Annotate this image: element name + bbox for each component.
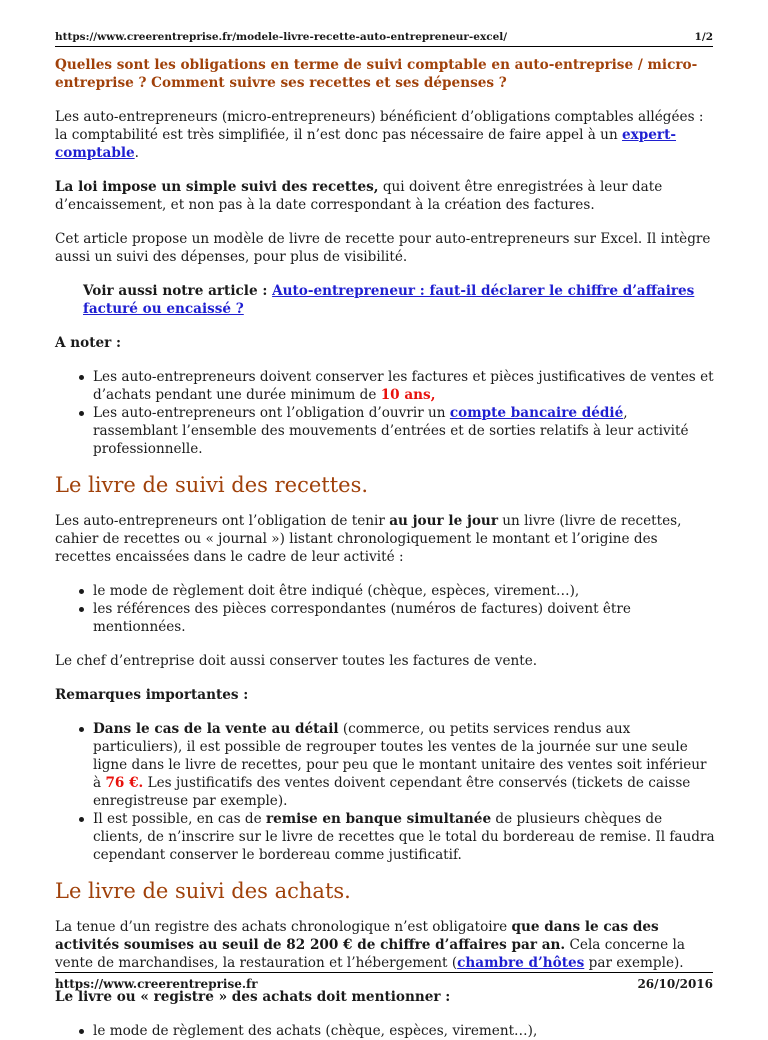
footer-site: https://www.creerentreprise.fr bbox=[55, 977, 258, 991]
list-item: Dans le cas de la vente au détail (commerce, ou petits services rendus aux particuliers), il est possible de regrouper toutes les ventes de la journée sur une seule ligne dans le livre de recettes, pour peu que le montant unitaire des ventes soit inférieur à 76 €. Les justificatifs des ventes doivent cependant être conservés (tickets de caisse enregistreuse par exemple). bbox=[93, 720, 715, 810]
intro-p2-text: qui doivent être enregistrées à leur date d’encaissement, et non pas à la date correspondant à la création des factures. bbox=[55, 179, 663, 213]
intro-question: Quelles sont les obligations en terme de suivi comptable en auto-entreprise / micro-entreprise ? Comment suivre ses recettes et ses dépenses ? bbox=[55, 57, 698, 91]
achats-list bbox=[55, 1022, 715, 1040]
intro-paragraph-1 bbox=[55, 108, 715, 162]
recettes-paragraph-2: Le chef d’entreprise doit aussi conserver toutes les factures de vente. bbox=[55, 653, 538, 669]
intro-paragraph-2 bbox=[55, 178, 715, 214]
achats-paragraph-1: La tenue d’un registre des achats chronologique n’est obligatoire que dans le cas des activités soumises au seuil de 82 200 € de chiffre d’affaires par an. Cela concerne la vente de marchandises, la restauration et l’hébergement (chambre d’hôtes par exemple). bbox=[55, 919, 685, 971]
list-item: Il est possible, en cas de remise en banque simultanée de plusieurs chèques de clients, de n’inscrire sur le livre de recettes que le total du bordereau de remise. Il faudra cependant conserver le bordereau comme justificatif. bbox=[93, 811, 715, 863]
list-item: le mode de règlement doit être indiqué (chèque, espèces, virement…), bbox=[93, 582, 715, 600]
list-item: les références des pièces correspondantes (numéros de factures) doivent être mentionnées. bbox=[93, 600, 715, 636]
see-also bbox=[55, 282, 715, 318]
compte-bancaire-link[interactable]: compte bancaire dédié bbox=[449, 405, 624, 421]
page-header bbox=[55, 31, 713, 43]
intro-p1-text: Les auto-entrepreneurs (micro-entrepreneurs) bénéficient d’obligations comptables allégées : la comptabilité est très simplifiée, il n’est donc pas nécessaire de faire appel à un bbox=[55, 109, 704, 143]
page-footer bbox=[55, 977, 713, 991]
au-jour-le-jour: au jour le jour bbox=[389, 513, 498, 529]
footer-divider bbox=[55, 972, 713, 973]
list-item: le mode de règlement des achats (chèque, espèces, virement…), bbox=[93, 1022, 715, 1040]
intro-paragraph-3: Cet article propose un modèle de livre de recette pour auto-entrepreneurs sur Excel. Il intègre aussi un suivi des dépenses, pour plus de visibilité. bbox=[55, 231, 711, 265]
section-heading-achats: Le livre de suivi des achats. bbox=[55, 879, 351, 903]
section-heading-recettes: Le livre de suivi des recettes. bbox=[55, 473, 369, 497]
note-list bbox=[55, 368, 715, 458]
header-url: https://www.creerentreprise.fr/modele-livre-recette-auto-entrepreneur-excel/ bbox=[55, 31, 508, 43]
footer-date: 26/10/2016 bbox=[637, 977, 713, 991]
header-divider bbox=[55, 46, 713, 47]
remarks-title: Remarques importantes : bbox=[55, 687, 249, 703]
achats-paragraph-2: Le livre ou « registre » des achats doit mentionner : bbox=[55, 989, 451, 1005]
expert-comptable-link[interactable]: expert-comptable bbox=[55, 127, 677, 161]
list-item: Les auto-entrepreneurs ont l’obligation d’ouvrir un compte bancaire dédié, rassemblant l’ensemble des mouvements d’entrées et de sorties relatifs à leur activité professionnelle. bbox=[93, 404, 715, 458]
page-number: 1/2 bbox=[694, 31, 713, 43]
see-also-link[interactable]: Auto-entrepreneur : faut-il déclarer le chiffre d’affaires facturé ou encaissé ? bbox=[83, 283, 695, 317]
note-title: A noter : bbox=[55, 335, 122, 351]
list-item: Les auto-entrepreneurs doivent conserver les factures et pièces justificatives de ventes et d’achats pendant une durée minimum de 10 ans, bbox=[93, 369, 714, 403]
chambre-hotes-link[interactable]: chambre d’hôtes bbox=[457, 955, 585, 971]
duration-highlight: 10 ans, bbox=[380, 387, 436, 403]
intro-p1-end: . bbox=[134, 145, 139, 161]
remarks-list bbox=[55, 720, 715, 864]
see-also-label: Voir aussi notre article : bbox=[83, 283, 273, 299]
article-body bbox=[55, 52, 715, 1040]
intro-p2-bold: La loi impose un simple suivi des recettes, bbox=[55, 179, 379, 195]
amount-highlight: 76 €. bbox=[105, 775, 144, 791]
recettes-list bbox=[55, 582, 715, 636]
recettes-paragraph-1: Les auto-entrepreneurs ont l’obligation de tenir au jour le jour un livre (livre de recettes, cahier de recettes ou « journal ») listant chronologiquement le montant et l’origine des recettes encaissées dans le cadre de leur activité : bbox=[55, 513, 682, 565]
